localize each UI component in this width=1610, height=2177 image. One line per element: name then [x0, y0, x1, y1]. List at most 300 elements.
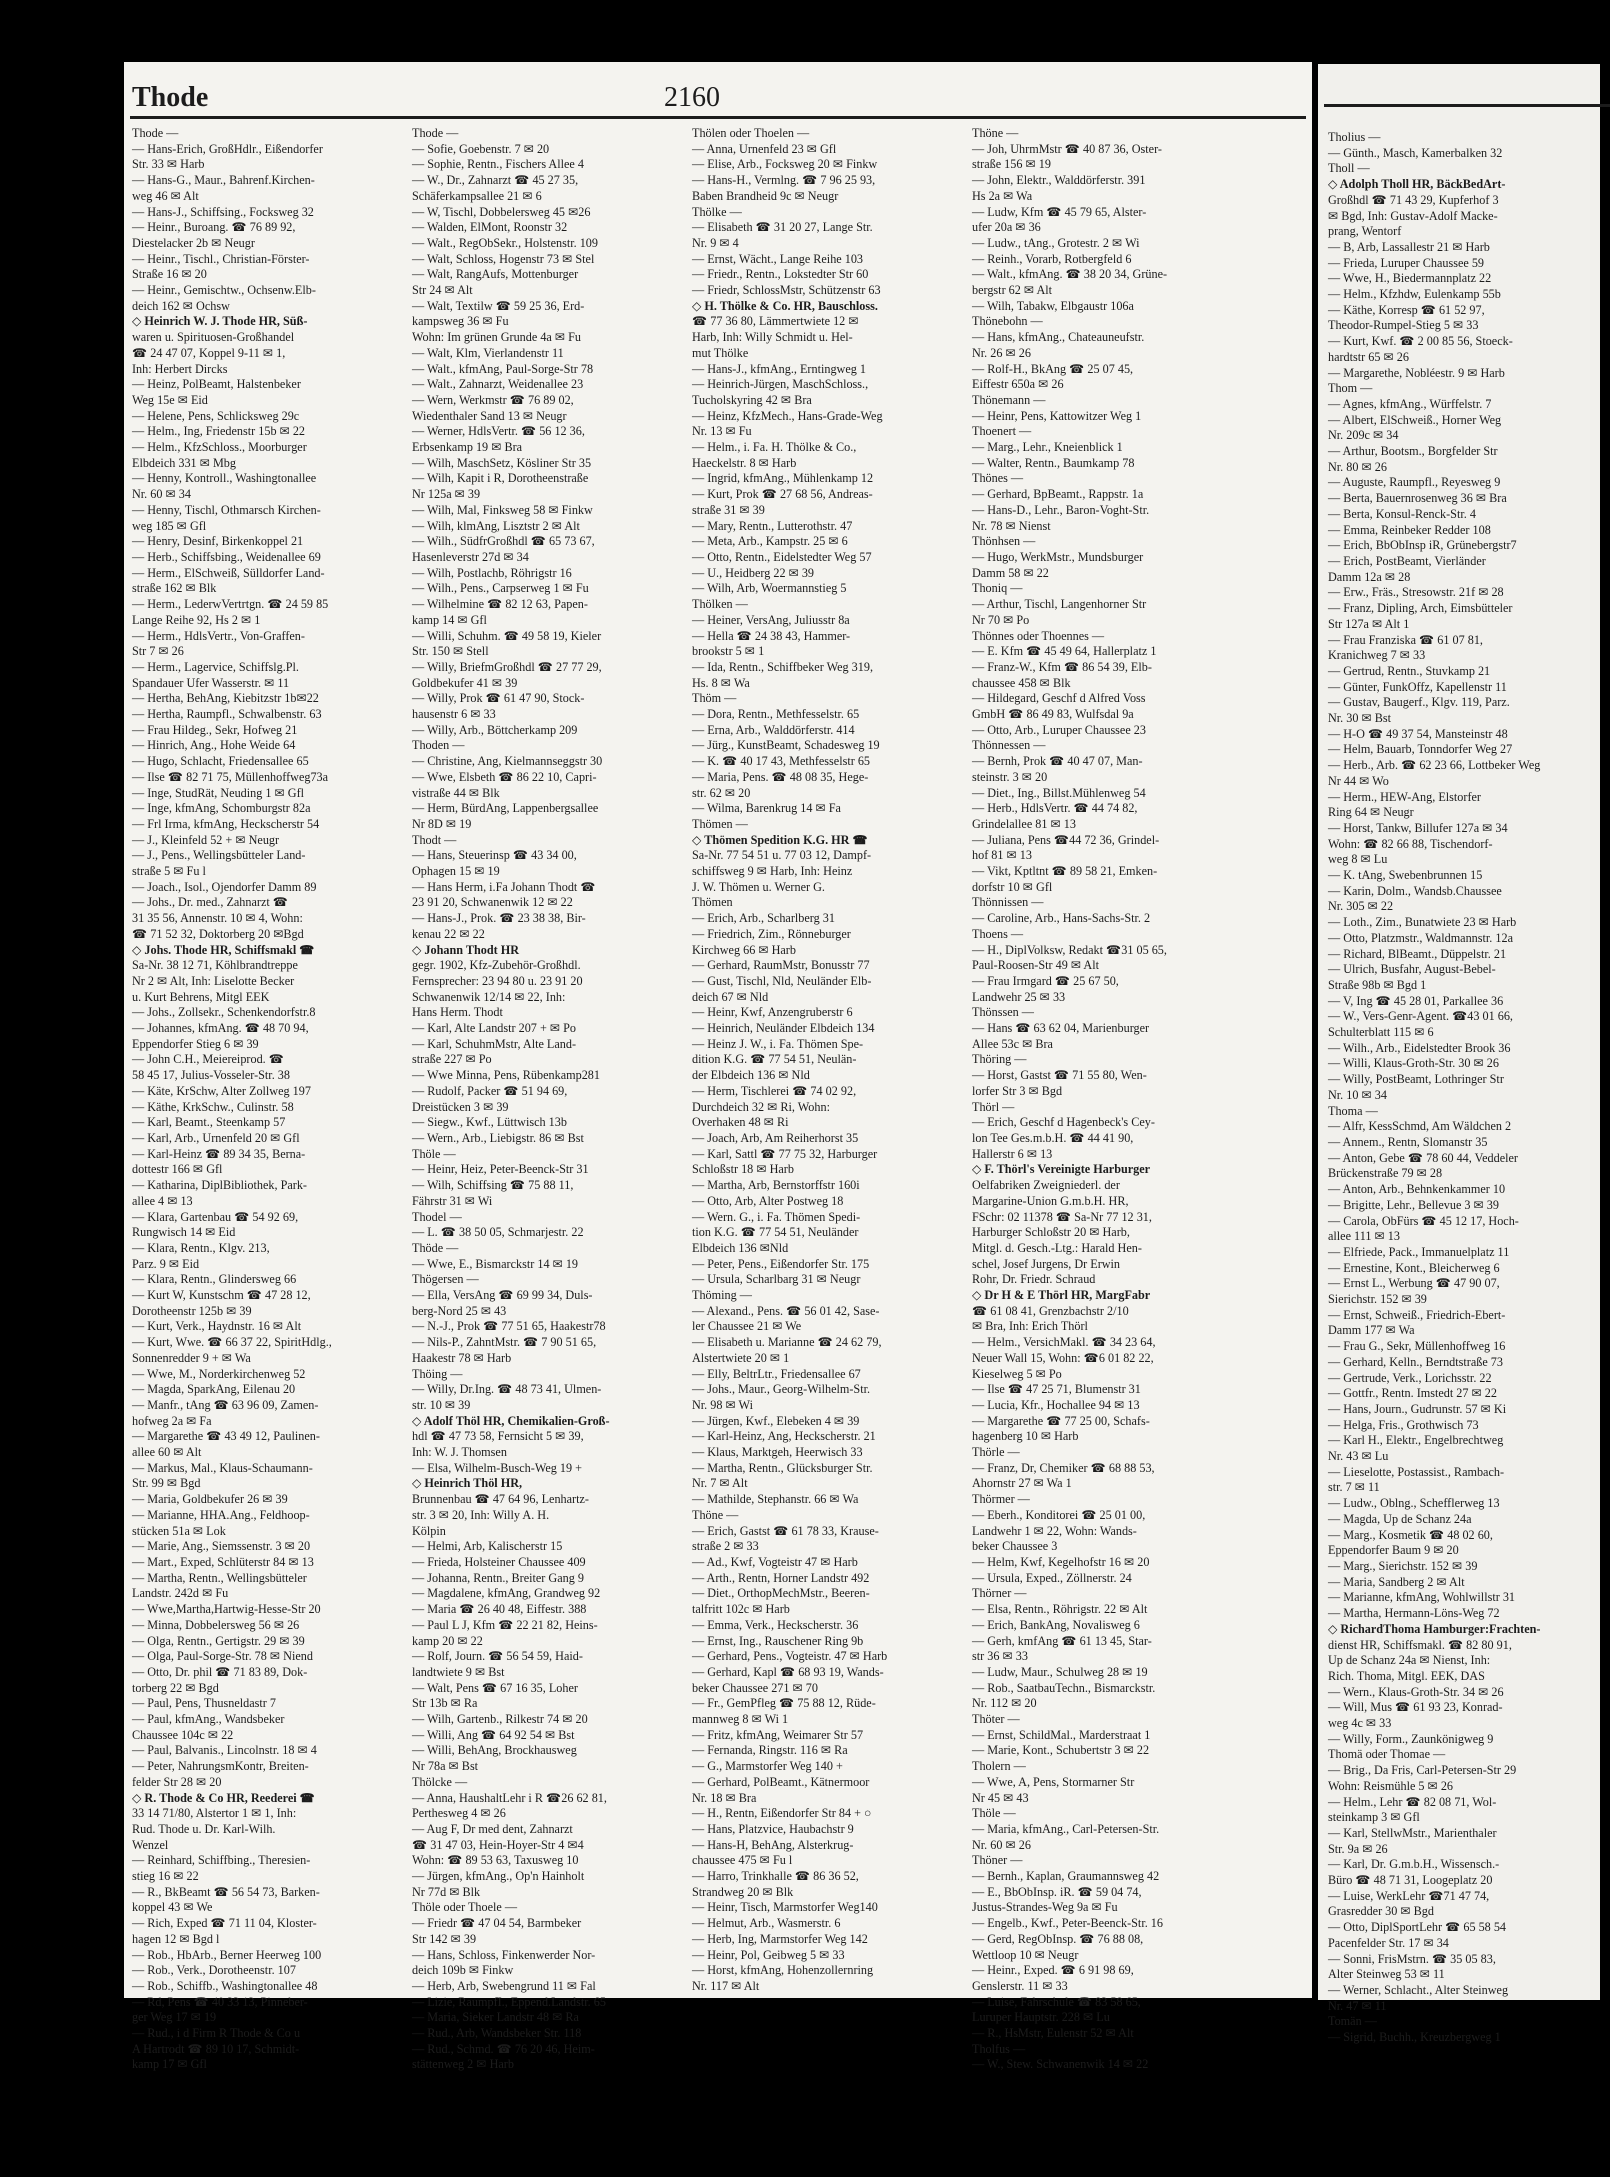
entry-line: — Johs., Maur., Georg-Wilhelm-Str. [692, 1382, 871, 1397]
entry-line: — Walt., RegObSekr., Holstenstr. 109 [412, 235, 598, 250]
entry-line: — Erw., Fräs., Stresowstr. 21f ✉ 28 [1328, 585, 1504, 600]
entry-line: — Herb., HdlsVertr. ☎ 44 74 82, [972, 801, 1138, 816]
entry-line: Wiedenthaler Sand 13 ✉ Neugr [412, 408, 567, 423]
entry-line: — Horst, Gastst ☎ 71 55 80, Wen- [972, 1068, 1147, 1083]
entry-line: — Will, Mus ☎ 61 93 23, Konrad- [1328, 1700, 1503, 1715]
entry-line: — Frieda, Holsteiner Chaussee 409 [412, 1554, 586, 1569]
entry-line: — Wilh, Postlachb, Röhrigstr 16 [412, 565, 572, 580]
entry-line: — J., Pens., Wellingsbütteler Land- [132, 848, 306, 863]
entry-line: — Frau Irmgard ☎ 25 67 50, [972, 973, 1119, 988]
entry-line: Nr 8D ✉ 19 [412, 816, 472, 831]
entry-line: — Walt, Schloss, Hogenstr 73 ✉ Stel [412, 251, 595, 266]
entry-line: — Wwe, E., Bismarckstr 14 ✉ 19 [412, 1256, 579, 1271]
entry-line: — Hinrich, Ang., Hohe Weide 64 [132, 738, 296, 753]
entry-line: — Johanna, Rentn., Breiter Gang 9 [412, 1570, 584, 1585]
entry-line: — Werner, Schlacht., Alter Steinweg [1328, 1982, 1509, 1997]
entry-line: — Otto, Dr. phil ☎ 71 83 89, Dok- [132, 1664, 308, 1679]
entry-line: hardtstr 65 ✉ 26 [1328, 349, 1409, 364]
next-page-rule [1324, 104, 1610, 107]
entry-line: — Otto, Arb., Luruper Chaussee 23 [972, 722, 1146, 737]
entry-line: — Walt., kfmAng. ☎ 38 20 34, Grüne- [972, 267, 1168, 282]
entry-line: — Emma, Verk., Heckscherstr. 36 [692, 1617, 859, 1632]
entry-line: — Heinrich, Neuländer Elbdeich 134 [692, 1021, 875, 1036]
entry-line: — Agnes, kfmAng., Würffelstr. 7 [1328, 396, 1492, 411]
entry-line: — Johs., Zollsekr., Schenkendorfstr.8 [132, 1005, 316, 1020]
entry-line: Nr. 98 ✉ Wi [692, 1397, 753, 1412]
entry-line: lon Tee Ges.m.b.H. ☎ 44 41 90, [972, 1131, 1134, 1145]
entry-line: Thöne — [692, 1507, 739, 1522]
entry-line: — Hans-Erich, GroßHdlr., Eißendorfer [132, 141, 323, 156]
entry-line: — Sonni, FrisMstrn. ☎ 35 05 83, [1328, 1951, 1496, 1966]
entry-line: Haeckelstr. 8 ✉ Harb [692, 455, 797, 470]
entry-line: hausenstr 6 ✉ 33 [412, 707, 496, 722]
entry-line: — Heinr., Exped. ☎ 6 91 98 69, [972, 1963, 1134, 1978]
entry-line: chaussee 458 ✉ Blk [972, 675, 1071, 690]
entry-line: — Rich, Exped ☎ 71 11 04, Kloster- [132, 1916, 317, 1931]
entry-line: — H-O ☎ 49 37 54, Mansteinstr 48 [1328, 726, 1508, 741]
entry-line: Thölen oder Thoelen — [692, 126, 810, 140]
entry-line: deich 67 ✉ Nld [692, 989, 769, 1004]
entry-line: Nr 125a ✉ 39 [412, 487, 481, 502]
entry-line: Sonnenredder 9 + ✉ Wa [132, 1350, 251, 1365]
entry-line: — Brig., Da Fris, Carl-Petersen-Str 29 [1328, 1763, 1517, 1778]
entry-line: Thölcke — [412, 1774, 468, 1789]
entry-line: Thöner — [972, 1853, 1023, 1868]
entry-line: — Herm., ElSchweiß, Sülldorfer Land- [132, 565, 325, 580]
entry-line: Schwanenwik 12/14 ✉ 22, Inh: [412, 989, 566, 1004]
entry-line: — Wilh., SüdfrGroßhdl ☎ 65 73 67, [412, 534, 595, 549]
page-number: 2160 [664, 82, 720, 113]
entry-line: — Elisabeth u. Marianne ☎ 24 62 79, [692, 1335, 882, 1350]
entry-line: Thomä oder Thomae — [1328, 1747, 1446, 1762]
entry-line: — Elsa, Rentn., Röhrigstr. 22 ✉ Alt [972, 1602, 1148, 1617]
entry-line: — Karl, Beamt., Steenkamp 57 [132, 1115, 286, 1130]
entry-line: — Ludw., Oblng., Schefflerweg 13 [1328, 1496, 1500, 1511]
entry-line: — R., BkBeamt ☎ 56 54 73, Barken- [132, 1884, 320, 1899]
entry-line: Lange Reihe 92, Hs 2 ✉ 1 [132, 612, 261, 627]
entry-line: str. 10 ✉ 39 [412, 1397, 471, 1412]
entry-line: — Willy, BriefmGroßhdl ☎ 27 77 29, [412, 659, 602, 674]
entry-line: — Alexand., Pens. ☎ 56 01 42, Sase- [692, 1303, 880, 1318]
entry-line: — Erich, Geschf d Hagenbeck's Cey- [972, 1115, 1155, 1130]
entry-line: — Elise, Arb., Focksweg 20 ✉ Finkw [692, 157, 878, 172]
entry-line: — Engelb., Kwf., Peter-Beenck-Str. 16 [972, 1916, 1163, 1931]
entry-line: — Willi, BehAng, Brockhausweg [412, 1743, 577, 1758]
entry-line: Harburger Schloßstr 20 ✉ Harb, [972, 1225, 1130, 1240]
entry-line: Luruper Hauptstr. 228 ✉ Lu [972, 2010, 1110, 2025]
entry-line: — Wern., Arb., Liebigstr. 86 ✉ Bst [412, 1131, 584, 1145]
entry-line: — Wern., Klaus-Groth-Str. 34 ✉ 26 [1328, 1684, 1504, 1699]
entry-line: — Helm, Kwf, Kegelhofstr 16 ✉ 20 [972, 1554, 1150, 1569]
entry-line: Str 24 ✉ Alt [412, 283, 473, 298]
entry-line: — Luise, WerkLehr ☎71 47 74, [1328, 1888, 1490, 1903]
entry-line: steinkamp 3 ✉ Gfl [1328, 1810, 1420, 1825]
entry-line: — Kurt, Verk., Haydnstr. 16 ✉ Alt [132, 1319, 302, 1334]
entry-line: — Auguste, Raumpfl., Reyesweg 9 [1328, 475, 1501, 490]
entry-line: Kieselweg 5 ✉ Po [972, 1366, 1062, 1381]
entry-line: Wohn: ☎ 89 53 63, Taxusweg 10 [412, 1853, 579, 1868]
entry-line: Overhaken 48 ✉ Ri [692, 1115, 789, 1130]
entry-line: straße 31 ✉ 39 [692, 502, 765, 517]
entry-line: beker Chaussee 271 ✉ 70 [692, 1680, 818, 1695]
entry-line: — Ernst, Schweiß., Friedrich-Ebert- [1328, 1307, 1506, 1322]
entry-line: — Herm, Tischlerei ☎ 74 02 92, [692, 1083, 857, 1098]
entry-line: berg-Nord 25 ✉ 43 [412, 1303, 507, 1318]
entry-line: — Arthur, Bootsm., Borgfelder Str [1328, 444, 1498, 459]
entry-line: — Gertrud, Rentn., Stuvkamp 21 [1328, 663, 1491, 678]
entry-line: — Jürgen, Kwf., Elebeken 4 ✉ 39 [692, 1413, 860, 1428]
entry-line: — Herb, Arb, Swebengrund 11 ✉ Fal [412, 1978, 596, 1993]
entry-line: — Markus, Mal., Klaus-Schaumann- [132, 1460, 313, 1475]
entry-line: ☎ 31 47 03, Hein-Hoyer-Str 4 ✉4 [412, 1837, 584, 1852]
entry-line: Nr. 305 ✉ 22 [1328, 899, 1394, 914]
entry-line: Erbsenkamp 19 ✉ Bra [412, 440, 523, 455]
entry-line: — Franz, Dipling, Arch, Eimsbütteler [1328, 601, 1513, 616]
entry-line: — Sofie, Goebenstr. 7 ✉ 20 [412, 141, 550, 156]
entry-line: — Hans ☎ 63 62 04, Marienburger [972, 1021, 1150, 1036]
entry-line: ◇ Thömen Spedition K.G. HR ☎ [692, 832, 868, 847]
entry-line: Thönes — [972, 471, 1024, 486]
entry-line: — Lizie, RaumpfI., Eppend.Landstr. 65 [412, 1994, 606, 2009]
header-name: Thode [132, 82, 209, 113]
entry-line: Harb, Inh: Willy Schmidt u. Hel- [692, 330, 853, 345]
entry-line: — Elly, BeltrLtr., Friedensallee 67 [692, 1366, 861, 1381]
entry-line: — Eberh., Konditorei ☎ 25 01 00, [972, 1507, 1146, 1522]
entry-line: — Gertrude, Verk., Lorichsstr. 22 [1328, 1370, 1492, 1385]
entry-line: — Alfr, KessSchmd, Am Wäldchen 2 [1328, 1119, 1512, 1134]
entry-line: — Gerhard, PolBeamt., Kätnermoor [692, 1774, 870, 1789]
entry-line: — Meta, Arb., Kampstr. 25 ✉ 6 [692, 534, 848, 549]
entry-line: — Margarethe, Nobléestr. 9 ✉ Harb [1328, 365, 1505, 380]
entry-line: — Marg., Kosmetik ☎ 48 02 60, [1328, 1527, 1493, 1542]
entry-line: — Brigitte, Lehr., Bellevue 3 ✉ 39 [1328, 1197, 1499, 1212]
entry-line: hagenberg 10 ✉ Harb [972, 1429, 1079, 1444]
entry-line: schel, Josef Jurgens, Dr Erwin [972, 1256, 1121, 1271]
entry-line: Justus-Strandes-Weg 9a ✉ Fu [972, 1900, 1118, 1915]
entry-line: — Martha, Rentn., Wellingsbütteler [132, 1570, 307, 1585]
column-3 [692, 126, 978, 1995]
entry-line: schiffsweg 9 ✉ Harb, Inh: Heinz [692, 864, 853, 879]
entry-line: weg 185 ✉ Gfl [132, 518, 207, 533]
entry-line: — Annem., Rentn, Slomanstr 35 [1328, 1135, 1488, 1149]
entry-line: — Martha, Hermann-Löns-Weg 72 [1328, 1606, 1500, 1621]
entry-line: beker Chaussee 3 [972, 1539, 1058, 1554]
entry-line: — Mary, Rentn., Lutterothstr. 47 [692, 518, 853, 533]
entry-line: Diestelacker 2b ✉ Neugr [132, 235, 255, 250]
entry-line: — Helm., i. Fa. H. Thölke & Co., [692, 440, 857, 455]
entry-line: — Erich, Arb., Scharlberg 31 [692, 911, 835, 926]
entry-line: Str 7 ✉ 26 [132, 644, 184, 659]
entry-line: Str 13b ✉ Ra [412, 1696, 478, 1711]
entry-line: straße 2 ✉ 33 [692, 1539, 759, 1554]
entry-line: Thömen [692, 895, 733, 910]
entry-line: Thoniq — [972, 581, 1023, 596]
entry-line: — Johs., Dr. med., Zahnarzt ☎ [132, 895, 288, 910]
entry-line: J. W. Thömen u. Werner G. [692, 879, 825, 894]
entry-line: Nr 70 ✉ Po [972, 612, 1030, 627]
entry-line: Ahornstr 27 ✉ Wa 1 [972, 1476, 1072, 1491]
entry-line: — Herm., LederwVertrtgn. ☎ 24 59 85 [132, 597, 329, 612]
entry-line: — Rob., Verk., Dorotheenstr. 107 [132, 1963, 296, 1978]
entry-line: — Rob., HbArb., Berner Heerweg 100 [132, 1947, 322, 1962]
entry-line: — Rud., Schmd. ☎ 76 20 46, Heim- [412, 2041, 595, 2056]
entry-line: Pacenfelder Str. 17 ✉ 34 [1328, 1935, 1449, 1950]
directory-page [124, 62, 1312, 2072]
entry-line: — Werner, HdlsVertr. ☎ 56 12 36, [412, 424, 585, 439]
entry-line: Neuer Wall 15, Wohn: ☎6 01 82 22, [972, 1350, 1154, 1365]
entry-line: Nr. 30 ✉ Bst [1328, 711, 1392, 726]
entry-line: — V, Ing ☎ 45 28 01, Parkallee 36 [1328, 993, 1504, 1008]
entry-line: Nr. 112 ✉ 20 [972, 1696, 1037, 1711]
entry-line: — Magda, SparkAng, Eilenau 20 [132, 1382, 296, 1397]
entry-line: — Hans-H, BehAng, Alsterkrug- [692, 1837, 854, 1852]
entry-line: deich 162 ✉ Ochsw [132, 298, 230, 313]
entry-line: allee 60 ✉ Alt [132, 1445, 202, 1460]
entry-line: — Marg., Sierichstr. 152 ✉ 39 [1328, 1558, 1478, 1573]
entry-line: — H., Rentn, Eißendorfer Str 84 + ○ [692, 1806, 872, 1821]
entry-line: — Henry, Desinf, Birkenkoppel 21 [132, 534, 304, 549]
entry-line: — Wilh, Mal, Finksweg 58 ✉ Finkw [412, 502, 593, 517]
entry-line: — Diet., Ing., Billst.Mühlenweg 54 [972, 785, 1146, 800]
entry-line: Str. 99 ✉ Bgd [132, 1476, 201, 1491]
entry-line: Haakestr 78 ✉ Harb [412, 1350, 512, 1365]
entry-line: — Anton, Arb., Behnkenkammer 10 [1328, 1182, 1506, 1197]
entry-line: Nr. 10 ✉ 34 [1328, 1087, 1387, 1102]
entry-line: Wohn: ☎ 82 66 88, Tischendorf- [1328, 836, 1493, 851]
entry-line: Damm 12a ✉ 28 [1328, 569, 1411, 584]
entry-line: — Harro, Trinkhalle ☎ 86 36 52, [692, 1869, 859, 1884]
entry-line: Thoden — [412, 738, 465, 753]
entry-line: Nr 2 ✉ Alt, Inh: Liselotte Becker [132, 973, 295, 988]
entry-line: — Heinr, Heiz, Peter-Beenck-Str 31 [412, 1162, 589, 1177]
entry-line: — Herm., Lagervice, Schiffslg.Pl. [132, 659, 299, 674]
entry-line: 23 91 20, Schwanenwik 12 ✉ 22 [412, 895, 573, 910]
entry-line: — Heinr., Gemischtw., Ochsenw.Elb- [132, 283, 316, 298]
entry-line: ◇ RichardThoma Hamburger:Frachten- [1328, 1621, 1541, 1636]
entry-line: — Wwe,Martha,Hartwig-Hesse-Str 20 [132, 1602, 321, 1617]
entry-line: Tomän — [1328, 2014, 1377, 2029]
entry-line: — Juliana, Pens ☎44 72 36, Grindel- [972, 832, 1160, 847]
entry-line: — Willi, Ang ☎ 64 92 54 ✉ Bst [412, 1727, 575, 1742]
entry-line: Nr. 78 ✉ Nienst [972, 518, 1051, 533]
entry-line: — Lucia, Kfr., Hochallee 94 ✉ 13 [972, 1397, 1140, 1412]
entry-line: Thönnissen — [972, 895, 1044, 910]
entry-line: Nr 44 ✉ Wo [1328, 773, 1389, 788]
entry-line: Nr. 9 ✉ 4 [692, 235, 739, 250]
entry-line: — Karl-Heinz, Ang, Heckscherstr. 21 [692, 1429, 876, 1444]
entry-line: — Rolf-H., BkAng ☎ 25 07 45, [972, 361, 1134, 376]
entry-line: — Wilma, Barenkrug 14 ✉ Fa [692, 801, 841, 816]
entry-line: Alter Steinweg 53 ✉ 11 [1328, 1967, 1445, 1982]
entry-line: ☎ 77 36 80, Lämmertwiete 12 ✉ [692, 314, 859, 329]
entry-line: Wohn: Im grünen Grunde 4a ✉ Fu [412, 330, 581, 345]
entry-line: — U., Heidberg 22 ✉ 39 [692, 565, 815, 580]
entry-line: — Hans-G., Maur., Bahrenf.Kirchen- [132, 173, 315, 188]
entry-line: Nr. 18 ✉ Bra [692, 1790, 757, 1805]
entry-line: — Siegw., Kwf., Lüttwisch 13b [412, 1115, 567, 1130]
entry-line: Thönnessen — [972, 738, 1046, 753]
entry-line: Nr. 60 ✉ 34 [132, 487, 191, 502]
entry-line: Nr 45 ✉ 43 [972, 1790, 1029, 1805]
entry-line: Nr. 60 ✉ 26 [972, 1837, 1031, 1852]
entry-line: — E. Kfm ☎ 45 49 64, Hallerplatz 1 [972, 644, 1157, 659]
entry-line: ☎ 71 52 32, Doktorberg 20 ✉Bgd [132, 926, 304, 941]
entry-line: — Käte, KrSchw, Alter Zollweg 197 [132, 1083, 311, 1098]
entry-line: — Vikt, Kptltnt ☎ 89 58 21, Emken- [972, 864, 1158, 879]
entry-line: — Joh, UhrmMstr ☎ 40 87 36, Oster- [972, 141, 1162, 156]
entry-line: — Wilh., Pens., Carpserweg 1 ✉ Fu [412, 581, 589, 596]
entry-line: — Günter, FunkOffz, Kapellenstr 11 [1328, 679, 1507, 694]
entry-line: stücken 51a ✉ Lok [132, 1523, 226, 1538]
entry-line: hagen 12 ✉ Bgd l [132, 1931, 220, 1946]
entry-line: Damm 177 ✉ Wa [1328, 1323, 1415, 1338]
entry-line: — Walt., kfmAng, Paul-Sorge-Str 78 [412, 361, 594, 376]
entry-line: — Herb, Ing, Marmstorfer Weg 142 [692, 1931, 868, 1946]
entry-line: Nr. 117 ✉ Alt [692, 1978, 760, 1993]
entry-line: — H., DiplVolksw, Redakt ☎31 05 65, [972, 942, 1167, 957]
entry-line: — Willy, Arb., Böttcherkamp 209 [412, 722, 578, 737]
entry-line: felder Str 28 ✉ 20 [132, 1774, 222, 1789]
entry-line: Hs 2a ✉ Wa [972, 188, 1033, 203]
entry-line: — Magda, Up de Schanz 24a [1328, 1511, 1472, 1526]
entry-line: straße 162 ✉ Blk [132, 581, 217, 596]
entry-line: Str 142 ✉ 39 [412, 1931, 477, 1946]
entry-line: dorfstr 10 ✉ Gfl [972, 879, 1053, 894]
entry-line: — Kurt W, Kunstschm ☎ 47 28 12, [132, 1288, 311, 1303]
entry-line: — Heinz J. W., i. Fa. Thömen Spe- [692, 1036, 864, 1051]
entry-line: — Walt, Textilw ☎ 59 25 36, Erd- [412, 298, 585, 313]
entry-line: — Franz-W., Kfm ☎ 86 54 39, Elb- [972, 659, 1152, 674]
entry-line: — L. ☎ 38 50 05, Schmarjestr. 22 [412, 1225, 584, 1240]
entry-line: Thömen — [692, 816, 748, 831]
entry-line: Brückenstraße 79 ✉ 28 [1328, 1166, 1443, 1181]
entry-line: kenau 22 ✉ 22 [412, 926, 485, 941]
entry-line: — Wwe, M., Norderkirchenweg 52 [132, 1366, 306, 1381]
entry-line: — Carola, ObFürs ☎ 45 12 17, Hoch- [1328, 1213, 1519, 1228]
entry-line: — Willy, Form., Zaunkönigweg 9 [1328, 1731, 1494, 1746]
entry-line: Tholius — [1328, 130, 1381, 144]
entry-line: Ophagen 15 ✉ 19 [412, 864, 500, 879]
entry-line: — Otto, DiplSportLehr ☎ 65 58 54 [1328, 1920, 1507, 1935]
column-4 [972, 126, 1272, 2073]
entry-line: — Rd, Pens ☎ 40 33 13, Pinneber- [132, 1994, 308, 2009]
entry-line: Straße 16 ✉ 20 [132, 267, 207, 282]
entry-line: — Berta, Bauernrosenweg 36 ✉ Bra [1328, 491, 1507, 506]
entry-line: Thode — [412, 126, 459, 140]
entry-line: Margarine-Union G.m.b.H. HR, [972, 1193, 1129, 1208]
entry-line: — Ella, VersAng ☎ 69 99 34, Duls- [412, 1288, 593, 1303]
next-page-edge [1318, 64, 1600, 2045]
entry-line: Nr. 209c ✉ 34 [1328, 428, 1399, 443]
entry-line: — Peter, Pens., Eißendorfer Str. 175 [692, 1256, 870, 1271]
entry-line: — Ludw, Kfm ☎ 45 79 65, Alster- [972, 204, 1147, 219]
entry-line: Str. 9a ✉ 26 [1328, 1841, 1388, 1856]
entry-line: — Ernst, SchildMal., Marderstraat 1 [972, 1727, 1151, 1742]
entry-line: kamp 14 ✉ Gfl [412, 612, 487, 627]
entry-line: weg 8 ✉ Lu [1328, 852, 1388, 867]
entry-line: str 36 ✉ 33 [972, 1649, 1028, 1664]
entry-line: — Marianne, kfmAng, Wohlwillstr 31 [1328, 1590, 1516, 1605]
entry-line: — Gerhard, Pens., Vogteistr. 47 ✉ Harb [692, 1649, 888, 1664]
entry-line: — G., Marmstorfer Weg 140 + [692, 1759, 843, 1774]
entry-line: — Maria, Goldbekufer 26 ✉ 39 [132, 1492, 288, 1507]
entry-line: — Hans-J., Schiffsing., Focksweg 32 [132, 204, 314, 219]
entry-line: — Mart., Exped, Schlüterstr 84 ✉ 13 [132, 1554, 314, 1569]
entry-line: — Ludw., tAng., Grotestr. 2 ✉ Wi [972, 235, 1140, 250]
entry-line: Tholfus — [972, 2041, 1026, 2056]
entry-line: Straße 98b ✉ Bgd 1 [1328, 977, 1427, 992]
entry-line: — Ida, Rentn., Schiffbeker Weg 319, [692, 659, 874, 674]
entry-line: — Ingrid, kfmAng., Mühlenkamp 12 [692, 471, 874, 486]
entry-line: — Rudolf, Packer ☎ 51 94 69, [412, 1083, 568, 1098]
entry-line: Nr. 13 ✉ Fu [692, 424, 752, 439]
entry-line: — Karl, StellwMstr., Marienthaler [1328, 1825, 1497, 1840]
entry-line: — Frau G., Sekr, Müllenhoffweg 16 [1328, 1339, 1506, 1354]
entry-line: Genslerstr. 11 ✉ 33 [972, 1978, 1068, 1993]
entry-line: Kranichweg 7 ✉ 33 [1328, 648, 1426, 663]
entry-line: ☎ 61 08 41, Grenzbachstr 2/10 [972, 1303, 1129, 1318]
entry-line: Thörmer — [972, 1492, 1030, 1507]
entry-line: Sa-Nr. 77 54 51 u. 77 03 12, Dampf- [692, 848, 872, 863]
entry-line: — Hugo, WerkMstr., Mundsburger [972, 549, 1144, 564]
entry-line: — Hans, Schloss, Finkenwerder Nor- [412, 1947, 596, 1962]
entry-line: — Dora, Rentn., Methfesselstr. 65 [692, 707, 860, 722]
entry-line: Wenzel [132, 1837, 169, 1852]
entry-line: — Henny, Kontroll., Washingtonallee [132, 471, 317, 486]
entry-line: — Joach, Arb, Am Reiherhorst 35 [692, 1131, 859, 1145]
entry-line: — Friedr., Rentn., Lokstedter Str 60 [692, 267, 869, 282]
entry-line: bergstr 62 ✉ Alt [972, 283, 1053, 298]
entry-line: — Karl, SchuhmMstr, Alte Land- [412, 1036, 577, 1051]
entry-line: — Berta, Konsul-Renck-Str. 4 [1328, 506, 1476, 521]
entry-line: Inh: Herbert Dircks [132, 361, 228, 376]
entry-line: brookstr 5 ✉ 1 [692, 644, 765, 659]
entry-line: Weg 15e ✉ Eid [132, 392, 208, 407]
entry-line: Rohr, Dr. Friedr. Schraud [972, 1272, 1096, 1287]
entry-line: — Hella ☎ 24 38 43, Hammer- [692, 628, 851, 643]
entry-line: — Ilse ☎ 82 71 75, Müllenhoffweg73a [132, 769, 329, 784]
entry-line: ◇ Dr H & E Thörl HR, MargFabr [972, 1288, 1151, 1303]
entry-line: — Helm., KfzSchloss., Moorburger [132, 440, 307, 455]
entry-line: — Willi, Schuhm. ☎ 49 58 19, Kieler [412, 628, 602, 643]
entry-line: Hallerstr 6 ✉ 13 [972, 1146, 1053, 1161]
entry-line: — Rob., Schiffb., Washingtonallee 48 [132, 1978, 318, 1993]
entry-line: — Hans-H., Vermlng. ☎ 7 96 25 93, [692, 173, 876, 188]
entry-line: — Kurt, Kwf. ☎ 2 00 85 56, Stoeck- [1328, 334, 1513, 349]
entry-line: stättenweg 2 ✉ Harb [412, 2057, 514, 2072]
entry-line: — Helm., Lehr ☎ 82 08 71, Wol- [1328, 1794, 1497, 1809]
entry-line: dition K.G. ☎ 77 54 51, Neulän- [692, 1052, 857, 1067]
entry-line: — Erna, Arb., Walddörferstr. 414 [692, 722, 855, 737]
entry-line: — Hans-D., Lehr., Baron-Voght-Str. [972, 502, 1150, 517]
entry-line: — Helmut, Arb., Wasmerstr. 6 [692, 1916, 841, 1931]
page-header [124, 76, 1312, 124]
entry-line: — Loth., Zim., Bunatwiete 23 ✉ Harb [1328, 915, 1517, 930]
entry-line: — John C.H., Meiereiprod. ☎ [132, 1052, 284, 1067]
entry-line: ◇ R. Thode & Co HR, Reederei ☎ [132, 1790, 315, 1805]
entry-line: ◇ Adolph Tholl HR, BäckBedArt- [1328, 177, 1506, 192]
entry-line: — Herb., Arb. ☎ 62 23 66, Lottbeker Weg [1328, 758, 1541, 773]
column-1 [132, 126, 418, 2073]
entry-line: — Paul L J, Kfm ☎ 22 21 82, Heins- [412, 1617, 598, 1632]
header-rule [130, 116, 1306, 119]
entry-line: — Heinz, KfzMech., Hans-Grade-Weg [692, 408, 883, 423]
entry-line: waren u. Spirituosen-Großhandel [132, 330, 295, 345]
entry-line: straße 227 ✉ Po [412, 1052, 492, 1067]
entry-line: — Magdalene, kfmAng, Grandweg 92 [412, 1586, 601, 1601]
entry-line: — Lieselotte, Postassist., Rambach- [1328, 1464, 1505, 1479]
entry-line: — Wwe Minna, Pens, Rübenkamp281 [412, 1068, 600, 1083]
